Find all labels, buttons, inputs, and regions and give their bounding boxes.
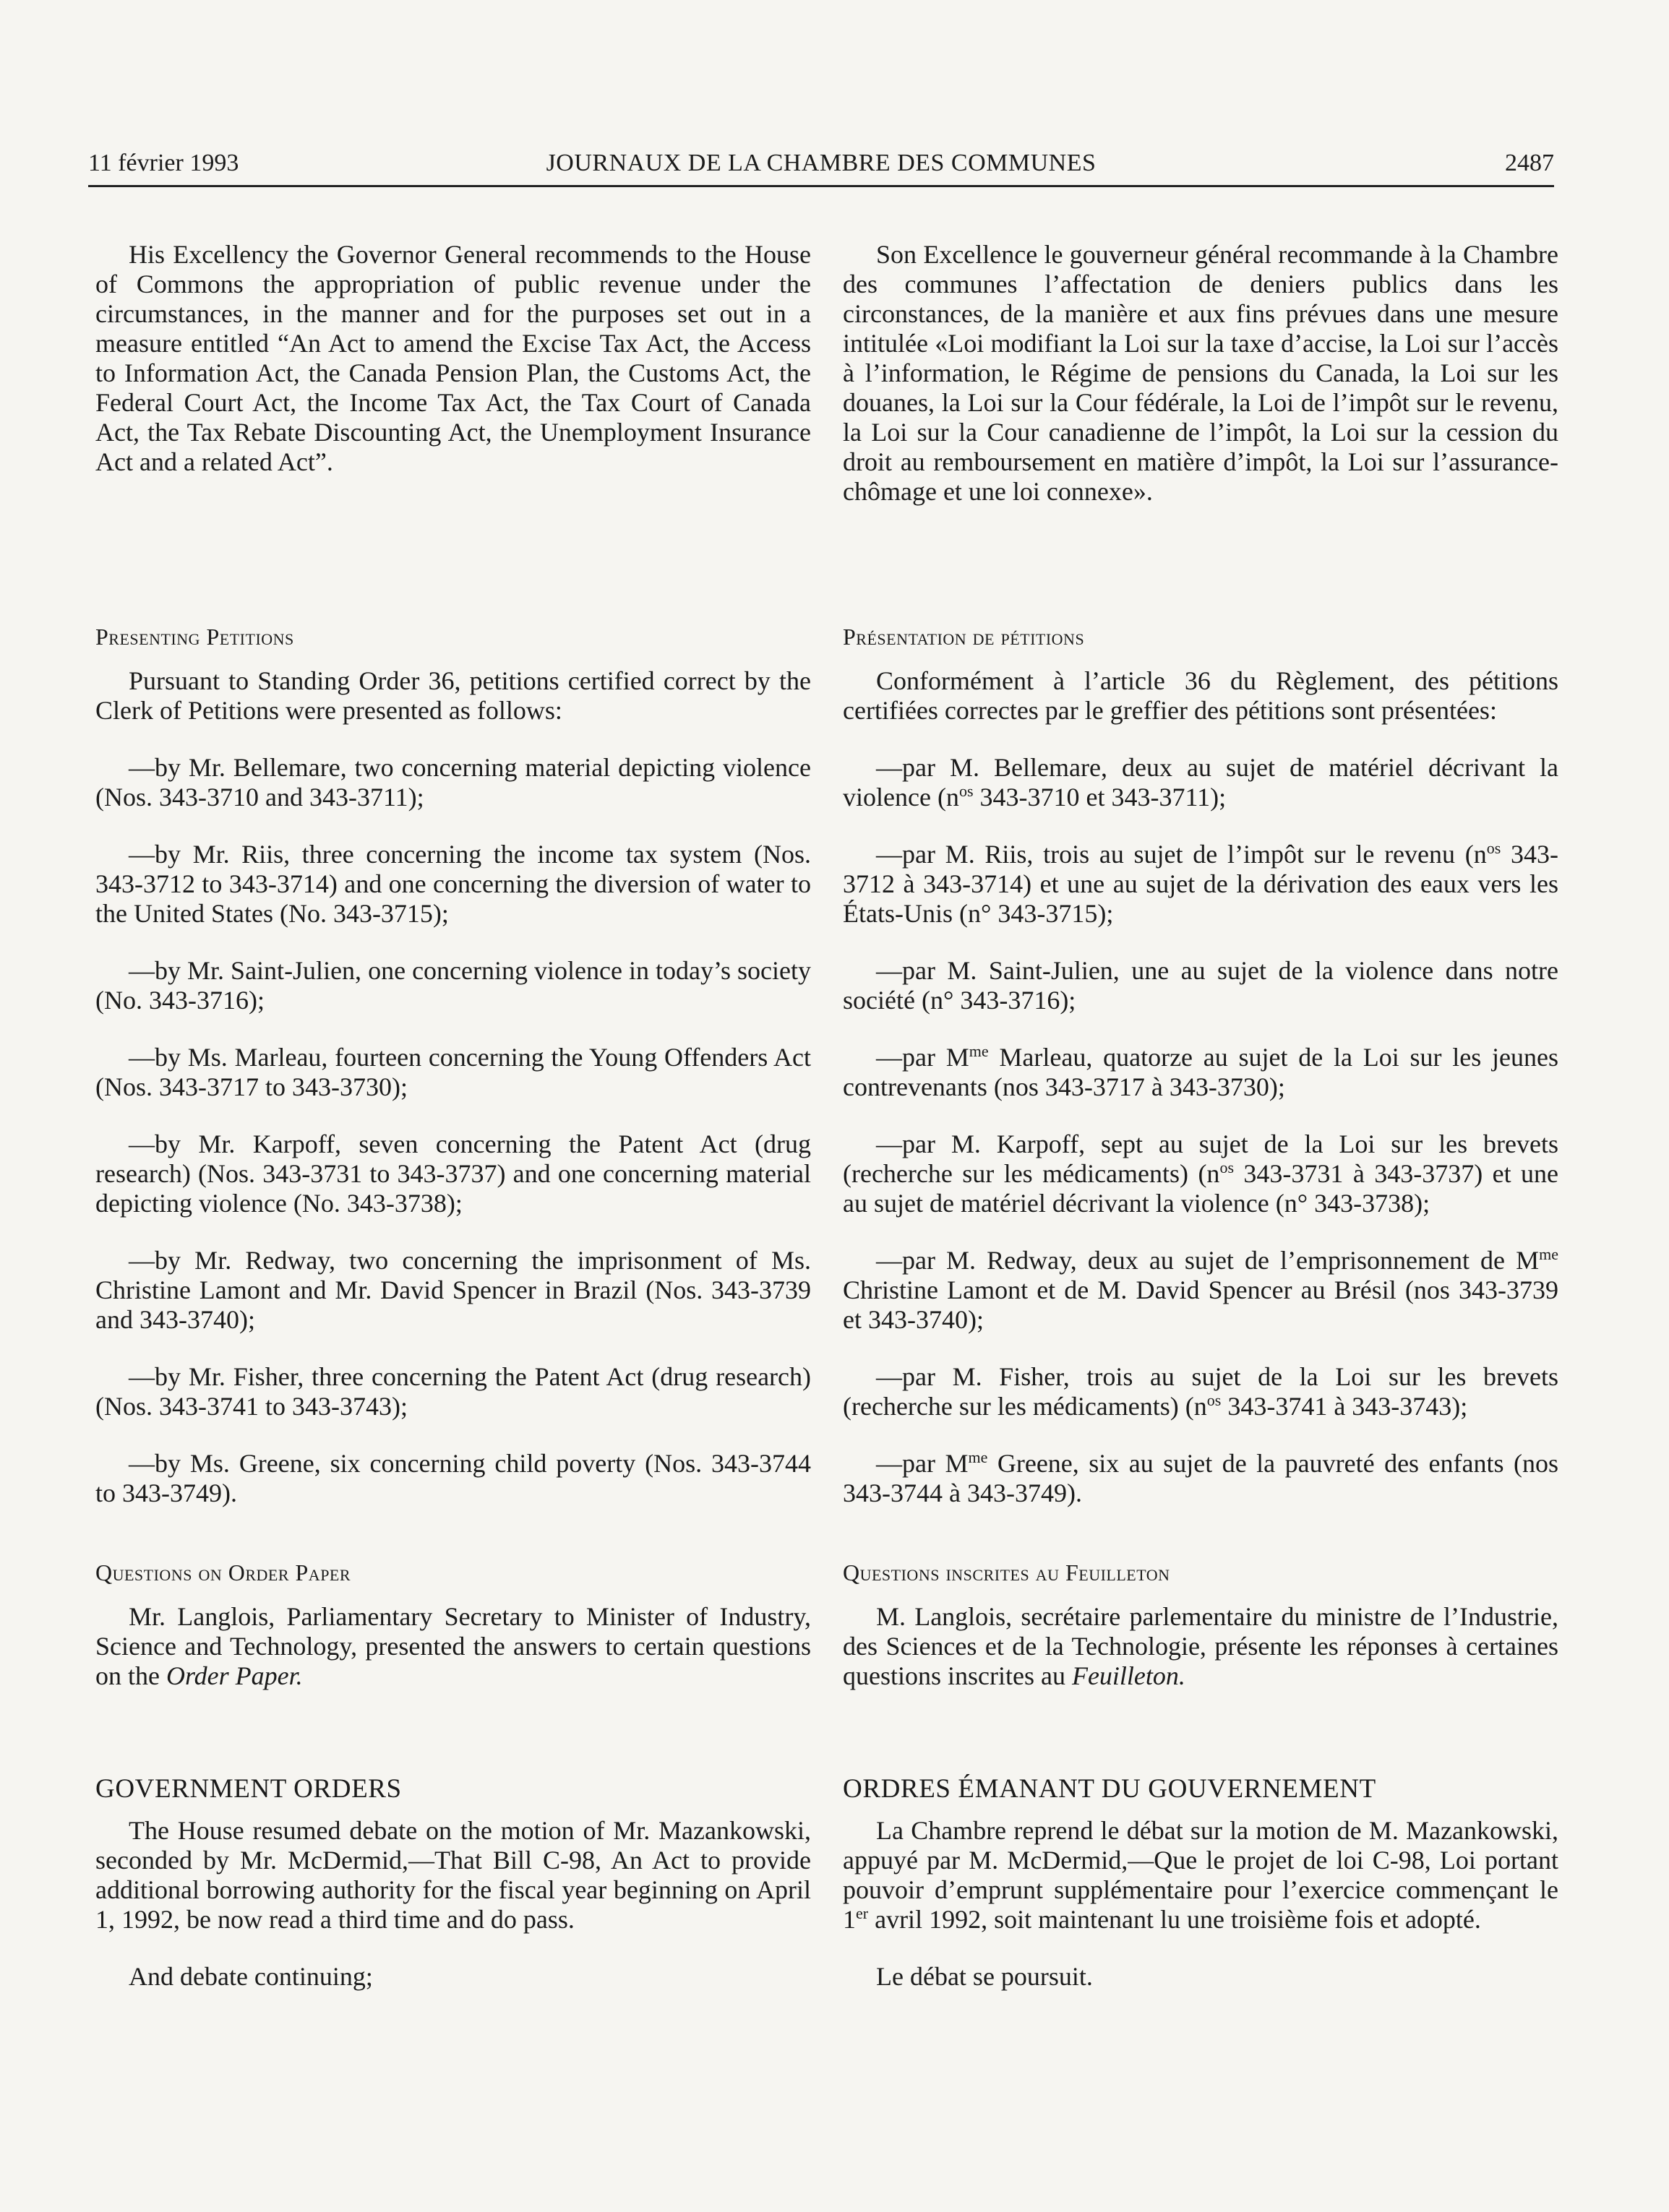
petition-item-en: —by Mr. Redway, two concerning the imprisonment of Ms. Christine Lamont and Mr. David Spencer in Brazil (Nos. 343-3739 and 343-3740); — [95, 1246, 811, 1334]
petition-item-fr: —par $M^{me}$ Marleau, quatorze au sujet de la Loi sur les jeunes contrevenants (nos 343-3717 à 343-3730); — [843, 1042, 1558, 1101]
debate-continuing-fr: Le débat se poursuit. — [876, 1962, 1093, 1991]
petition-item-en: —by Mr. Saint-Julien, one concerning violence in today’s society (No. 343-3716); — [95, 956, 811, 1015]
questions-text-fr — [843, 1602, 1558, 1691]
petition-item-fr: —par M. Fisher, trois au sujet de la Loi sur les brevets (recherche sur les médicaments) ($n^{os}$ 343-3741 à 343-3743); — [843, 1362, 1558, 1421]
recommendation-text-fr: Son Excellence le gouverneur général recommande à la Chambre des communes l’affectation de deniers publics dans les circonstances, de la manière et aux fins prévues dans une mesure intitulée «Loi modifiant la Loi sur la taxe d’accise, la Loi sur l’accès à l’information, le Régime de pensions du Canada, la Loi sur les douanes, la Loi sur la Cour fédérale, la Loi de l’impôt sur le revenu, la Loi sur la Cour canadienne de l’impôt, la Loi sur la cession du droit au remboursement en matière d’impôt, la Loi sur l’assurance-chômage et une loi connexe». — [843, 240, 1558, 506]
questions-section-fr — [843, 1559, 1558, 1691]
petition-item-en: —by Mr. Karpoff, seven concerning the Patent Act (drug research) (Nos. 343-3731 to 343-3737) and one concerning material depicting violence (No. 343-3738); — [95, 1129, 811, 1218]
petition-item-fr: —par $M^{me}$ Greene, six au sujet de la pauvreté des enfants (nos 343-3744 à 343-3749). — [843, 1448, 1558, 1507]
questions-section-en — [95, 1559, 811, 1691]
petition-item-en: —by Ms. Marleau, fourteen concerning the Young Offenders Act (Nos. 343-3717 to 343-3730); — [95, 1043, 811, 1101]
government-orders-text-fr: La Chambre reprend le débat sur la motion de M. Mazankowski, appuyé par M. McDermid,—Que le projet de loi C-98, Loi portant pouvoir d’emprunt supplémentaire pour l’exercice commençant le 1er avril 1992, soit maintenant lu une troisième fois et adopté. — [843, 1816, 1558, 1934]
petitions-heading-fr: Présentation de pétitions — [843, 624, 1085, 650]
petition-item-fr: —par M. Bellemare, deux au sujet de matériel décrivant la violence ($n^{os}$ 343-3710 et 343-3711); — [843, 753, 1558, 812]
questions-text-en — [95, 1602, 811, 1691]
petitions-section-fr — [843, 624, 1558, 1536]
petition-item-en: —by Mr. Bellemare, two concerning material depicting violence (Nos. 343-3710 and 343-3711); — [95, 753, 811, 812]
petition-item-en: —by Mr. Riis, three concerning the income tax system (Nos. 343-3712 to 343-3714) and one concerning the diversion of water to the United States (No. 343-3715); — [95, 840, 811, 928]
government-orders-section-fr — [843, 1773, 1558, 1992]
government-orders-text-en: The House resumed debate on the motion of Mr. Mazankowski, seconded by Mr. McDermid,—That Bill C-98, An Act to provide additional borrowing authority for the fiscal year beginning on April 1, 1992, be now read a third time and do pass. — [95, 1816, 811, 1934]
petition-item-en: —by Ms. Greene, six concerning child poverty (Nos. 343-3744 to 343-3749). — [95, 1449, 811, 1507]
feuilleton-title: Feuilleton. — [1071, 1661, 1185, 1690]
petitions-intro-en: Pursuant to Standing Order 36, petitions certified correct by the Clerk of Petitions were presented as follows: — [95, 666, 811, 725]
petition-item-fr: —par M. Riis, trois au sujet de l’impôt sur le revenu ($n^{os}$ 343-3712 à 343-3714) et une au sujet de la dérivation des eaux vers les États-Unis (n° 343-3715); — [843, 839, 1558, 928]
petitions-section-en — [95, 624, 811, 1536]
petition-item-fr: —par M. Saint-Julien, une au sujet de la violence dans notre société (n° 343-3716); — [843, 956, 1558, 1015]
petitions-intro-fr: Conformément à l’article 36 du Règlement, des pétitions certifiées correctes par le greffier des pétitions sont présentées: — [843, 666, 1558, 725]
header-date: 11 février 1993 — [88, 150, 239, 176]
page-number: 2487 — [1505, 150, 1554, 176]
french-column — [843, 240, 1558, 1991]
petition-item-fr: —par M. Karpoff, sept au sujet de la Loi sur les brevets (recherche sur les médicaments) ($n^{os}$ 343-3731 à 343-3737) et une au sujet de matériel décrivant la violence (n° 343-3738); — [843, 1129, 1558, 1218]
government-orders-heading-en: GOVERNMENT ORDERS — [95, 1774, 402, 1804]
english-column — [95, 240, 811, 1991]
questions-text-en-main: Mr. Langlois, Parliamentary Secretary to Minister of Industry, Science and Technology, presented the answers to certain questions on the — [95, 1602, 811, 1690]
questions-heading-fr: Questions inscrites au Feuilleton — [843, 1559, 1170, 1585]
questions-heading-en: Questions on Order Paper — [95, 1559, 351, 1585]
order-paper-title: Order Paper. — [166, 1661, 303, 1690]
header-title: JOURNAUX DE LA CHAMBRE DES COMMUNES — [546, 150, 1097, 176]
recommendation-text-en: His Excellency the Governor General recommends to the House of Commons the appropriation of public revenue under the circumstances, in the manner and for the purposes set out in a measure entitled “An Act to amend the Excise Tax Act, the Access to Information Act, the Canada Pension Plan, the Customs Act, the Federal Court Act, the Income Tax Act, the Tax Court of Canada Act, the Tax Rebate Discounting Act, the Unemployment Insurance Act and a related Act”. — [95, 240, 811, 476]
petitions-heading-en: Presenting Petitions — [95, 624, 294, 650]
petition-item-fr: —par M. Redway, deux au sujet de l’emprisonnement de $M^{me}$ Christine Lamont et de M. David Spencer au Brésil (nos 343-3739 et 343-3740); — [843, 1245, 1558, 1334]
government-orders-section-en — [95, 1773, 811, 1992]
questions-text-fr-main: M. Langlois, secrétaire parlementaire du ministre de l’Industrie, des Sciences et de la Technologie, présente les réponses à certaines questions inscrites au — [843, 1602, 1558, 1690]
page-header — [88, 142, 1554, 187]
government-orders-heading-fr: ORDRES ÉMANANT DU GOUVERNEMENT — [843, 1774, 1376, 1804]
debate-continuing-en: And debate continuing; — [129, 1962, 373, 1991]
petition-item-en: —by Mr. Fisher, three concerning the Patent Act (drug research)(Nos. 343-3741 to 343-3743); — [95, 1362, 811, 1421]
